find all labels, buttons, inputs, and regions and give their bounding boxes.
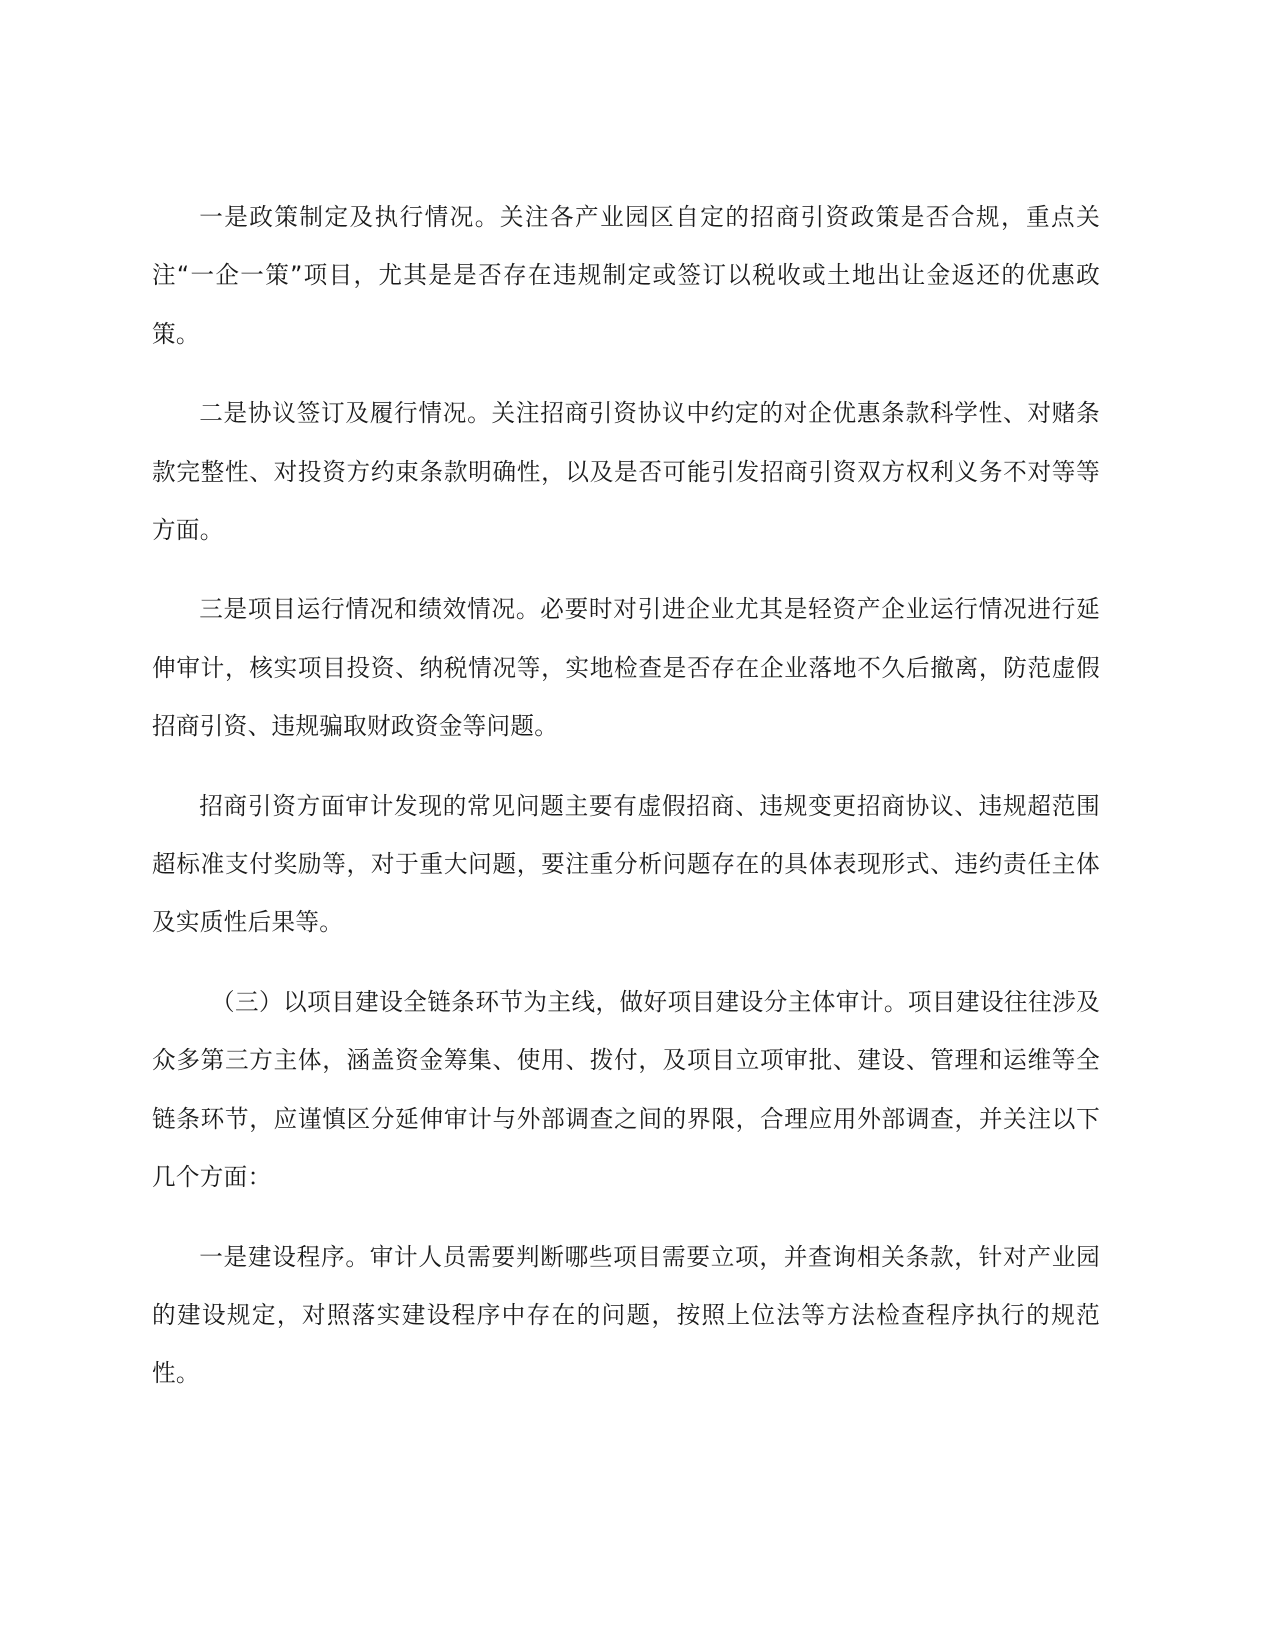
paragraph-policy: 一是政策制定及执行情况。关注各产业园区自定的招商引资政策是否合规，重点关注“一企一策”项目，尤其是是否存在违规制定或签订以税收或土地出让金返还的优惠政策。: [152, 203, 1100, 348]
paragraph-agreement: 二是协议签订及履行情况。关注招商引资协议中约定的对企优惠条款科学性、对赌条款完整性、对投资方约束条款明确性，以及是否可能引发招商引资双方权利义务不对等等方面。: [152, 399, 1100, 545]
paragraph-section-three: （三）以项目建设全链条环节为主线，做好项目建设分主体审计。项目建设往往涉及众多第三方主体，涵盖资金筹集、使用、拨付，及项目立项审批、建设、管理和运维等全链条环节，应谨慎区分延伸审计与外部调查之间的界限，合理应用外部调查，并关注以下几个方面：: [152, 987, 1100, 1192]
paragraph-performance: 三是项目运行情况和绩效情况。必要时对引进企业尤其是轻资产企业运行情况进行延伸审计，核实项目投资、纳税情况等，实地检查是否存在企业落地不久后撤离，防范虚假招商引资、违规骗取财政资金等问题。: [152, 595, 1100, 741]
paragraph-common-issues: 招商引资方面审计发现的常见问题主要有虚假招商、违规变更招商协议、违规超范围超标准支付奖励等，对于重大问题，要注重分析问题存在的具体表现形式、违约责任主体及实质性后果等。: [152, 791, 1100, 937]
paragraph-construction-procedure: 一是建设程序。审计人员需要判断哪些项目需要立项，并查询相关条款，针对产业园的建设规定，对照落实建设程序中存在的问题，按照上位法等方法检查程序执行的规范性。: [152, 1242, 1100, 1388]
document-body: [152, 188, 1100, 1424]
